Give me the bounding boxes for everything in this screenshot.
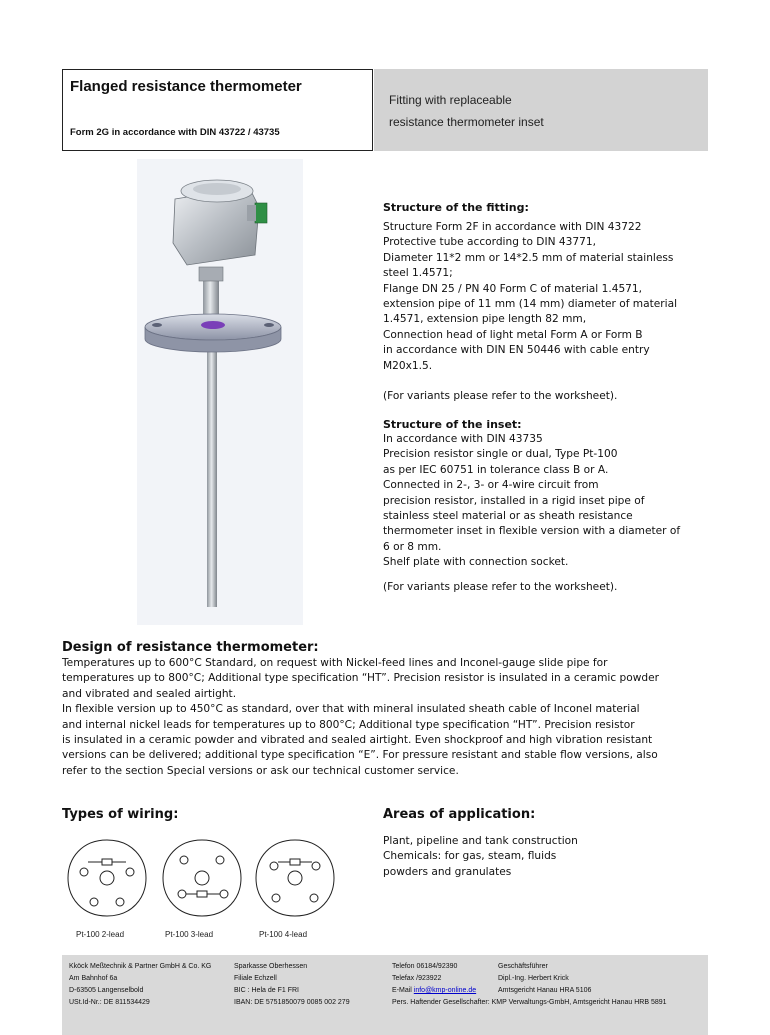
product-image — [137, 159, 303, 625]
inset-note: (For variants please refer to the worksheet). — [383, 581, 618, 593]
fitting-line: Connection head of light metal Form A or Form B — [383, 328, 643, 341]
design-line: versions can be delivered; additional type specification “E”. For pressure resistant and stable flow versions, also — [62, 749, 658, 762]
fitting-note: (For variants please refer to the worksheet). — [383, 390, 618, 402]
fitting-description — [383, 220, 677, 374]
inset-line: 6 or 8 mm. — [383, 540, 442, 553]
inset-line: Precision resistor single or dual, Type Pt-100 — [383, 448, 618, 461]
page-title: Flanged resistance thermometer — [70, 78, 302, 95]
footer-partner: Pers. Haftender Gesellschafter: KMP Verwaltungs-GmbH, Amtsgericht Hanau HRB 5891 — [392, 999, 667, 1006]
areas-item: Chemicals: for gas, steam, fluids — [383, 850, 557, 863]
header-description-line-2: resistance thermometer inset — [389, 115, 544, 129]
footer-phone: Telefon 06184/92390 — [392, 963, 458, 970]
footer-management — [498, 961, 591, 997]
thermometer-illustration — [137, 159, 303, 625]
design-line: and vibrated and sealed airtight. — [62, 687, 237, 700]
inset-description — [383, 432, 680, 571]
fitting-line: Flange DN 25 / PN 40 Form C of material 1.4571, — [383, 282, 643, 295]
fitting-line: Protective tube according to DIN 43771, — [383, 236, 596, 249]
footer-bank-line: BIC : Hela de F1 FRI — [234, 987, 299, 994]
areas-list — [383, 834, 578, 880]
design-description — [62, 656, 659, 779]
fitting-line: Diameter 11*2 mm or 14*2.5 mm of material stainless — [383, 251, 674, 264]
fitting-heading: Structure of the fitting: — [383, 201, 529, 214]
footer-fax: Telefax /923922 — [392, 975, 442, 982]
design-heading: Design of resistance thermometer: — [62, 640, 319, 655]
inset-line: precision resistor, installed in a rigid inset pipe of — [383, 494, 645, 507]
wiring-label-3-lead: Pt-100 3-lead — [165, 930, 214, 939]
footer-company-line: D-63505 Langenselbold — [69, 987, 144, 994]
footer-email-link[interactable]: info@kmp-online.de — [413, 987, 477, 994]
inset-line: thermometer inset in flexible version with a diameter of — [383, 525, 681, 538]
inset-line: as per IEC 60751 in tolerance class B or A. — [383, 463, 609, 476]
page-subtitle: Form 2G in accordance with DIN 43722 / 43735 — [70, 127, 280, 138]
wiring-diagram-3-lead — [163, 840, 241, 916]
inset-heading: Structure of the inset: — [383, 418, 522, 431]
header-description-line-1: Fitting with replaceable — [389, 93, 512, 107]
footer-bank-line: Filiale Echzell — [234, 975, 277, 982]
design-line: temperatures up to 800°C; Additional type specification “HT”. Precision resistor is insulated in a ceramic powder — [62, 672, 660, 685]
design-line: In flexible version up to 450°C as standard, over that with mineral insulated sheath cable of Inconel material — [62, 703, 640, 716]
inset-line: Connected in 2-, 3- or 4-wire circuit from — [383, 479, 599, 492]
fitting-line: M20x1.5. — [383, 359, 433, 372]
areas-item: powders and granulates — [383, 865, 512, 878]
header-description-box — [374, 69, 708, 151]
wiring-diagrams — [62, 832, 362, 928]
design-line: and internal nickel leads for temperatures up to 800°C; Additional type specification “HT”. Precision resistor — [62, 718, 635, 731]
wiring-label-2-lead: Pt-100 2-lead — [76, 930, 125, 939]
design-line: refer to the section Special versions or ask our technical customer service. — [62, 764, 459, 777]
footer-bank — [234, 961, 350, 1009]
inset-line: Shelf plate with connection socket. — [383, 556, 569, 569]
wiring-heading: Types of wiring: — [62, 807, 179, 822]
wiring-diagram-2-lead — [68, 840, 146, 916]
fitting-line: steel 1.4571; — [383, 267, 453, 280]
footer — [62, 955, 708, 1035]
footer-company-line: Am Bahnhof 6a — [69, 975, 118, 982]
title-box — [62, 69, 373, 151]
fitting-line: 1.4571, extension pipe length 82 mm, — [383, 313, 587, 326]
fitting-line: in accordance with DIN EN 50446 with cable entry — [383, 344, 650, 357]
inset-line: stainless steel material or as sheath resistance — [383, 510, 633, 523]
footer-email-prefix: E-Mail — [392, 987, 414, 994]
footer-company — [69, 961, 211, 1009]
design-line: is insulated in a ceramic powder and vibrated and sealed airtight. Even shockproof and high vibration resistant — [62, 734, 653, 747]
fitting-line: Structure Form 2F in accordance with DIN 43722 — [383, 221, 642, 233]
footer-management-line: Geschäftsführer — [498, 963, 548, 970]
inset-line: In accordance with DIN 43735 — [383, 433, 543, 445]
footer-bank-line: IBAN: DE 5751850079 0085 002 279 — [234, 999, 350, 1006]
footer-bank-line: Sparkasse Oberhessen — [234, 963, 308, 970]
fitting-line: extension pipe of 11 mm (14 mm) diameter of material — [383, 298, 678, 311]
footer-management-line: Dipl.-Ing. Herbert Krick — [498, 975, 569, 982]
footer-company-line: Kköck Meßtechnik & Partner GmbH & Co. KG — [69, 963, 212, 970]
wiring-diagram-4-lead — [256, 840, 334, 916]
design-line: Temperatures up to 600°C Standard, on request with Nickel-feed lines and Inconel-gauge slide pipe for — [62, 657, 608, 669]
areas-item: Plant, pipeline and tank construction — [383, 835, 578, 847]
wiring-label-4-lead: Pt-100 4-lead — [259, 930, 308, 939]
footer-management-line: Amtsgericht Hanau HRA 5106 — [498, 987, 592, 994]
footer-company-line: USt.Id-Nr.: DE 811534429 — [69, 999, 150, 1006]
areas-heading: Areas of application: — [383, 807, 536, 822]
